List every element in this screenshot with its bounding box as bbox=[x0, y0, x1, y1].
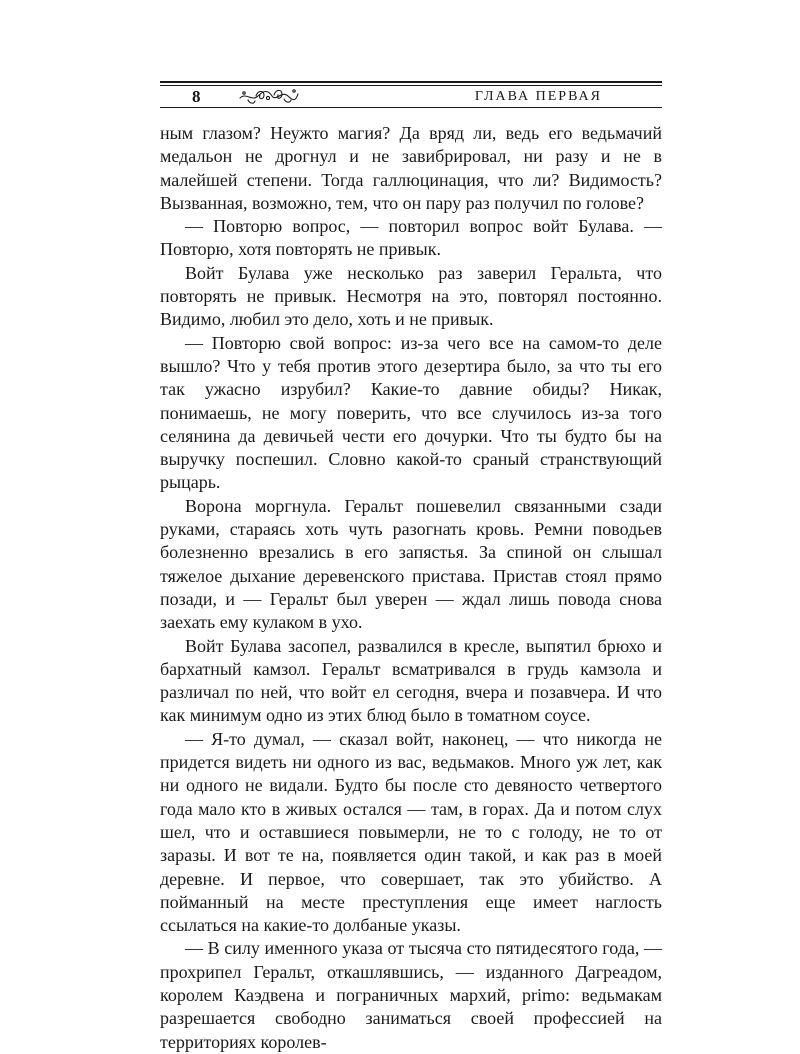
paragraph: Ворона моргнула. Геральт пошевелил связанными сзади руками, стараясь хоть чуть разогнать кровь. Ремни поводьев болезненно врезались в его запястья. За спиной он слышал тяжелое дыхание деревенского пристава. Пристав стоял прямо позади, и — Геральт был уверен — ждал лишь повода снова заехать ему кулаком в ухо. bbox=[160, 495, 662, 633]
paragraph: — Я-то думал, — сказал войт, наконец, — что никогда не придется видеть ни одного из вас, ведьмаков. Много уж лет, как ни одного не видали. Будто бы после сто девяносто четвертого года мало кто в живых остался — там, в горах. Да и потом слух шел, что и оставшиеся повымерли, не то с голоду, не то от заразы. И вот те на, появляется один такой, и как раз в моей деревне. И первое, что совершает, так это убийство. А пойманный на месте преступления еще имеет наглость ссылаться на какие-то долбаные указы. bbox=[160, 728, 662, 936]
header-rule-top bbox=[160, 81, 662, 83]
page-number: 8 bbox=[192, 87, 201, 106]
floral-ornament-icon bbox=[238, 86, 300, 106]
paragraph: — Повторю свой вопрос: из-за чего все на самом-то деле вышло? Что у тебя против этого дезертира было, за что ты его так ужасно изрубил? Какие-то давние обиды? Никак, понимаешь, не могу поверить, что все случилось из-за того селянина да девичьей чести его дочурки. Что ты будто бы на выручку поспешил. Словно какой-то сраный странствующий рыцарь. bbox=[160, 332, 662, 493]
header-rule-bottom bbox=[160, 107, 662, 108]
body-text bbox=[160, 122, 662, 1054]
paragraph: Войт Булава засопел, развалился в кресле, выпятил брюхо и бархатный камзол. Геральт всматривался в грудь камзола и различал по ней, что войт ел сегодня, вчера и позавчера. И что как минимум одно из этих блюд было в томатном соусе. bbox=[160, 635, 662, 726]
running-header bbox=[160, 81, 662, 109]
paragraph: — Повторю вопрос, — повторил вопрос войт Булава. — Повторю, хотя повторять не привык. bbox=[160, 216, 662, 260]
paragraph: Войт Булава уже несколько раз заверил Геральта, что повторять не привык. Несмотря на это, повторял постоянно. Видимо, любил это дело, хоть и не привык. bbox=[160, 262, 662, 330]
header-rule-top-thin bbox=[160, 85, 662, 86]
chapter-title: ГЛАВА ПЕРВАЯ bbox=[474, 89, 602, 104]
paragraph: ным глазом? Неужто магия? Да вряд ли, ведь его ведьмачий медальон не дрогнул и не завибрировал, ни разу и не в малейшей степени. Тогда галлюцинация, что ли? Видимость? Вызванная, возможно, тем, что он пару раз получил по голове? bbox=[160, 123, 662, 213]
paragraph: — В силу именного указа от тысяча сто пятидесятого года, — прохрипел Геральт, откашлявшись, — изданного Дагреадом, королем Каэдвена и пограничных мархий, primo: ведьмакам разрешается свободно заниматься своей профессией на территориях королев- bbox=[160, 938, 662, 1052]
